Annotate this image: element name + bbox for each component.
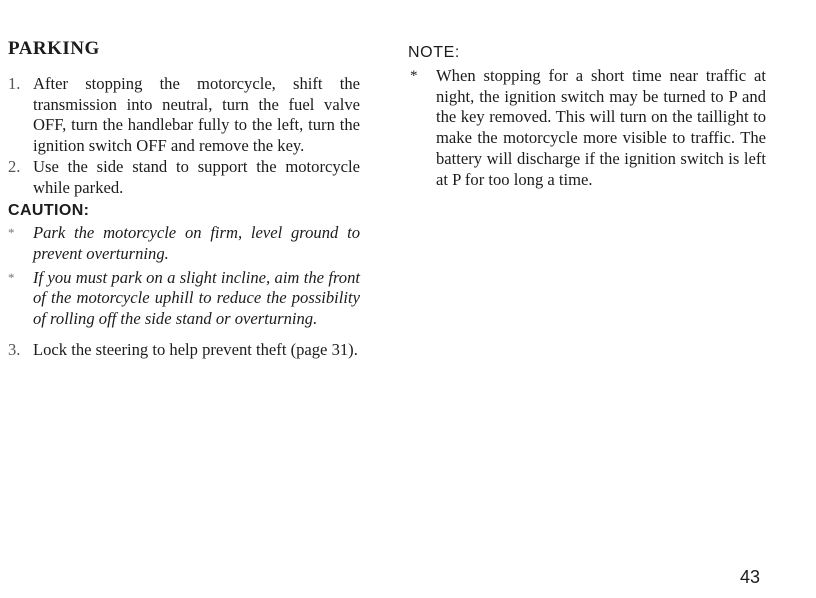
right-column	[408, 44, 766, 190]
caution-title: CAUTION:	[8, 202, 90, 220]
caution-bullet-2-text: If you must park on a slight incline, aim the front of the motorcycle uphill to reduce the possibility of rolling off the side stand or overturning.	[33, 267, 360, 329]
note-item	[408, 66, 766, 190]
left-column	[8, 38, 360, 360]
caution-bullet-1-marker: *	[8, 225, 15, 241]
page-number: 43	[740, 567, 761, 587]
caution-bullet-1	[8, 223, 360, 264]
caution-bullet-1-text: Park the motorcycle on firm, level ground to prevent overturning.	[33, 223, 360, 263]
step-3-text: Lock the steering to help prevent theft (page 31).	[33, 339, 358, 359]
step-3-number: 3.	[8, 339, 21, 359]
note-marker: *	[410, 68, 418, 84]
step-1	[8, 74, 360, 157]
note-title: NOTE:	[408, 44, 460, 61]
section-heading: PARKING	[8, 38, 100, 59]
step-2-text: Use the side stand to support the motorcycle while parked.	[33, 156, 360, 197]
step-3	[8, 340, 360, 361]
step-2-number: 2.	[8, 156, 21, 176]
step-1-text: After stopping the motorcycle, shift the transmission into neutral, turn the fuel valve OFF, turn the handlebar fully to the left, turn the ignition switch OFF and remove the key.	[33, 74, 360, 156]
step-2	[8, 157, 360, 198]
caution-bullet-2-marker: *	[8, 269, 15, 285]
caution-bullet-2	[8, 268, 360, 330]
note-text: When stopping for a short time near traffic at night, the ignition switch may be turned to P and the key removed. This will turn on the taillight to make the motorcycle more visible to traffic. The battery will discharge if the ignition switch is left at P for too long a time.	[436, 66, 766, 189]
step-1-number: 1.	[8, 74, 21, 93]
